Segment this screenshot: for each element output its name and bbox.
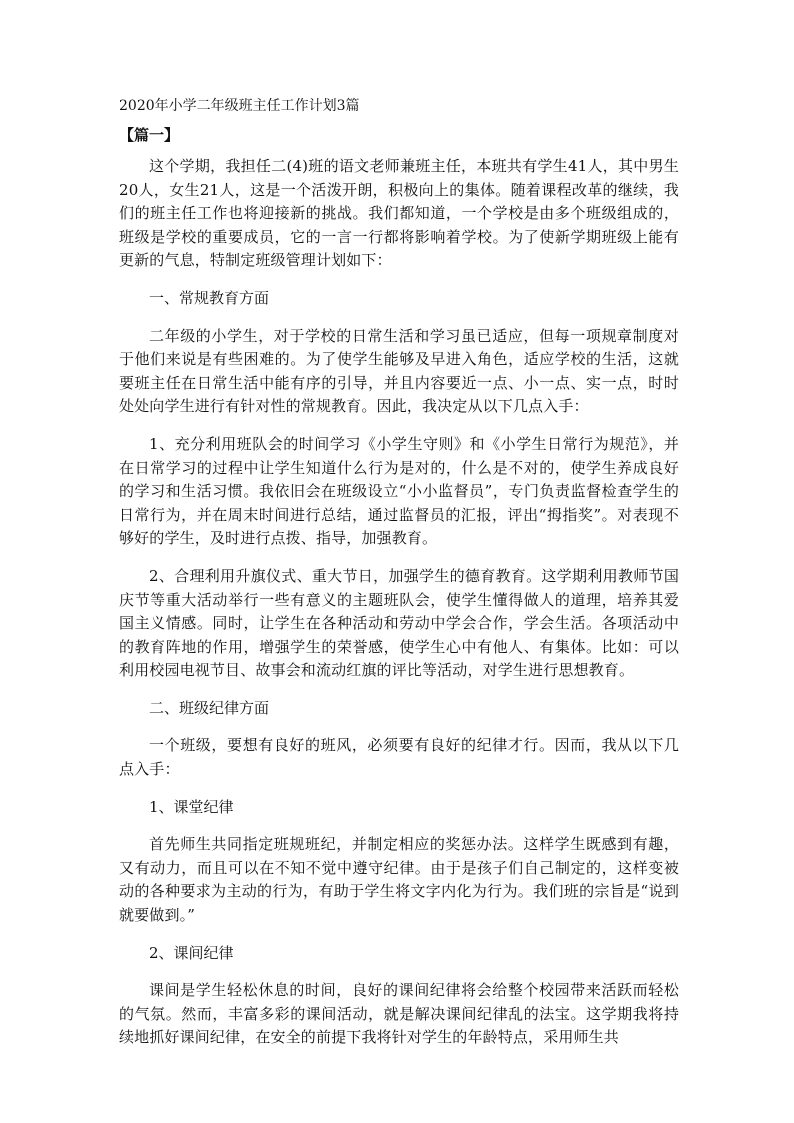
heading-class-discipline: 二、班级纪律方面	[149, 698, 270, 717]
section-mark: 【篇一】	[119, 126, 180, 144]
heading-routine-education: 一、常规教育方面	[149, 288, 270, 307]
paragraph-classroom-discipline: 首先师生共同指定班规班纪，并制定相应的奖惩办法。这样学生既感到有趣，又有动力，而且可以在不知不觉中遵守纪律。由于是孩子们自己制定的，这样变被动的各种要求为主动的行为，有助于学生将文字内化为行为。我们班的宗旨是“说到就要做到。”	[119, 835, 679, 925]
document-page	[119, 96, 679, 1064]
paragraph-routine-item-1: 1、充分利用班队会的时间学习《小学生守则》和《小学生日常行为规范》，并在日常学习的过程中让学生知道什么行为是对的，什么是不对的，使学生养成良好的学习和生活习惯。我依旧会在班级设立“小小监督员”，专门负责监督检查学生的日常行为，并在周末时间进行总结，通过监督员的汇报，评出“拇指奖”。对表现不够好的学生，及时进行点拨、指导，加强教育。	[119, 434, 679, 548]
paragraph-intro: 这个学期，我担任二(4)班的语文老师兼班主任，本班共有学生41人，其中男生20人，女生21人，这是一个活泼开朗，积极向上的集体。随着课程改革的继续，我们的班主任工作也将迎接新的挑战。我们都知道，一个学校是由多个班级组成的，班级是学校的重要成员，它的一言一行都将影响着学校。为了使新学期班级上能有更新的气息，特制定班级管理计划如下：	[119, 157, 679, 270]
paragraph-routine-overview: 二年级的小学生，对于学校的日常生活和学习虽已适应，但每一项规章制度对于他们来说是有些困难的。为了使学生能够及早进入角色，适应学校的生活，这就要班主任在日常生活中能有序的引导，并且内容要近一点、小一点、实一点，时时处处向学生进行有针对性的常规教育。因此，我决定从以下几点入手：	[119, 326, 679, 416]
heading-classroom-discipline: 1、课堂纪律	[149, 797, 234, 816]
paragraph-break-discipline: 课间是学生轻松休息的时间，良好的课间纪律将会给整个校园带来活跃而轻松的气氛。然而，丰富多彩的课间活动，就是解决课间纪律乱的法宝。这学期我将持续地抓好课间纪律，在安全的前提下我将针对学生的年龄特点，采用师生共	[119, 981, 679, 1047]
paragraph-discipline-intro: 一个班级，要想有良好的班风，必须要有良好的纪律才行。因而，我从以下几点入手：	[119, 736, 679, 779]
heading-break-discipline: 2、课间纪律	[149, 943, 234, 962]
document-title: 2020年小学二年级班主任工作计划3篇	[119, 98, 360, 114]
paragraph-routine-item-2: 2、合理利用升旗仪式、重大节日，加强学生的德育教育。这学期利用教师节国庆节等重大活动举行一些有意义的主题班队会，使学生懂得做人的道理，培养其爱国主义情感。同时，让学生在各种活动和劳动中学会合作，学会生活。各项活动中的教育阵地的作用，增强学生的荣誉感，使学生心中有他人、有集体。比如：可以利用校园电视节目、故事会和流动红旗的评比等活动，对学生进行思想教育。	[119, 566, 679, 680]
